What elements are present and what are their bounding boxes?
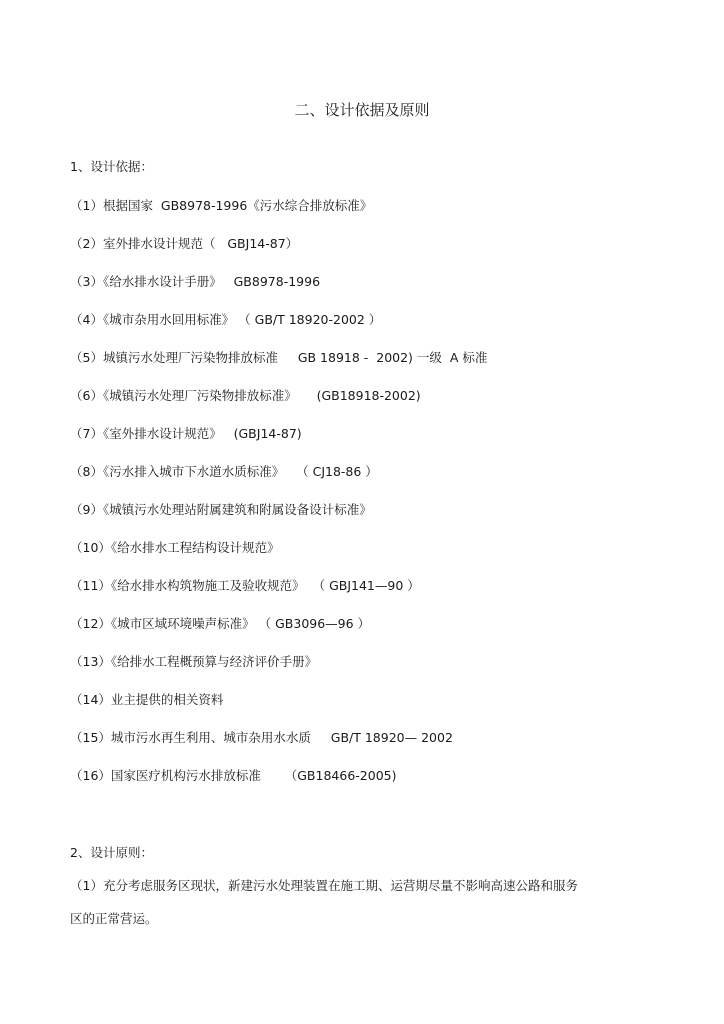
- basis-item-1: （1）根据国家 GB8978-1996《污水综合排放标准》: [70, 198, 373, 213]
- basis-item-8: （8）《污水排入城市下水道水质标准》 （ CJ18-86 ）: [70, 464, 378, 479]
- basis-heading: 1、设计依据：: [70, 159, 153, 174]
- basis-item-11: （11）《给水排水构筑物施工及验收规范》 （ GBJ141—90 ）: [70, 578, 420, 593]
- principle-line-1: （1）充分考虑服务区现状，新建污水处理装置在施工期、运营期尽量不影响高速公路和服务: [70, 878, 578, 893]
- basis-item-9: （9）《城镇污水处理站附属建筑和附属设备设计标准》: [70, 502, 372, 517]
- basis-item-15: （15）城市污水再生利用、城市杂用水水质 GB/T 18920— 2002: [70, 730, 453, 745]
- basis-item-5: （5）城镇污水处理厂污染物排放标准 GB 18918 - 2002) 一级 A 标准: [70, 350, 488, 365]
- basis-item-12: （12）《城市区域环境噪声标准》 （ GB3096—96 ）: [70, 616, 371, 631]
- principles-heading: 2、设计原则：: [70, 845, 153, 860]
- basis-item-13: （13）《给排水工程概预算与经济评价手册》: [70, 654, 318, 669]
- basis-item-16: （16）国家医疗机构污水排放标准 （GB18466-2005): [70, 768, 397, 783]
- basis-item-6: （6）《城镇污水处理厂污染物排放标准》 (GB18918-2002): [70, 388, 421, 403]
- section-title: 二、设计依据及原则: [294, 101, 430, 119]
- basis-item-2: （2）室外排水设计规范（ GBJ14-87）: [70, 236, 299, 251]
- basis-item-7: （7）《室外排水设计规范》 (GBJ14-87): [70, 426, 302, 441]
- basis-item-10: （10）《给水排水工程结构设计规范》: [70, 540, 280, 555]
- basis-item-14: （14）业主提供的相关资料: [70, 692, 224, 707]
- basis-item-3: （3）《给水排水设计手册》 GB8978-1996: [70, 274, 321, 289]
- basis-item-4: （4）《城市杂用水回用标准》 （ GB/T 18920-2002 ）: [70, 312, 382, 327]
- principle-line-2: 区的正常营运。: [70, 911, 158, 926]
